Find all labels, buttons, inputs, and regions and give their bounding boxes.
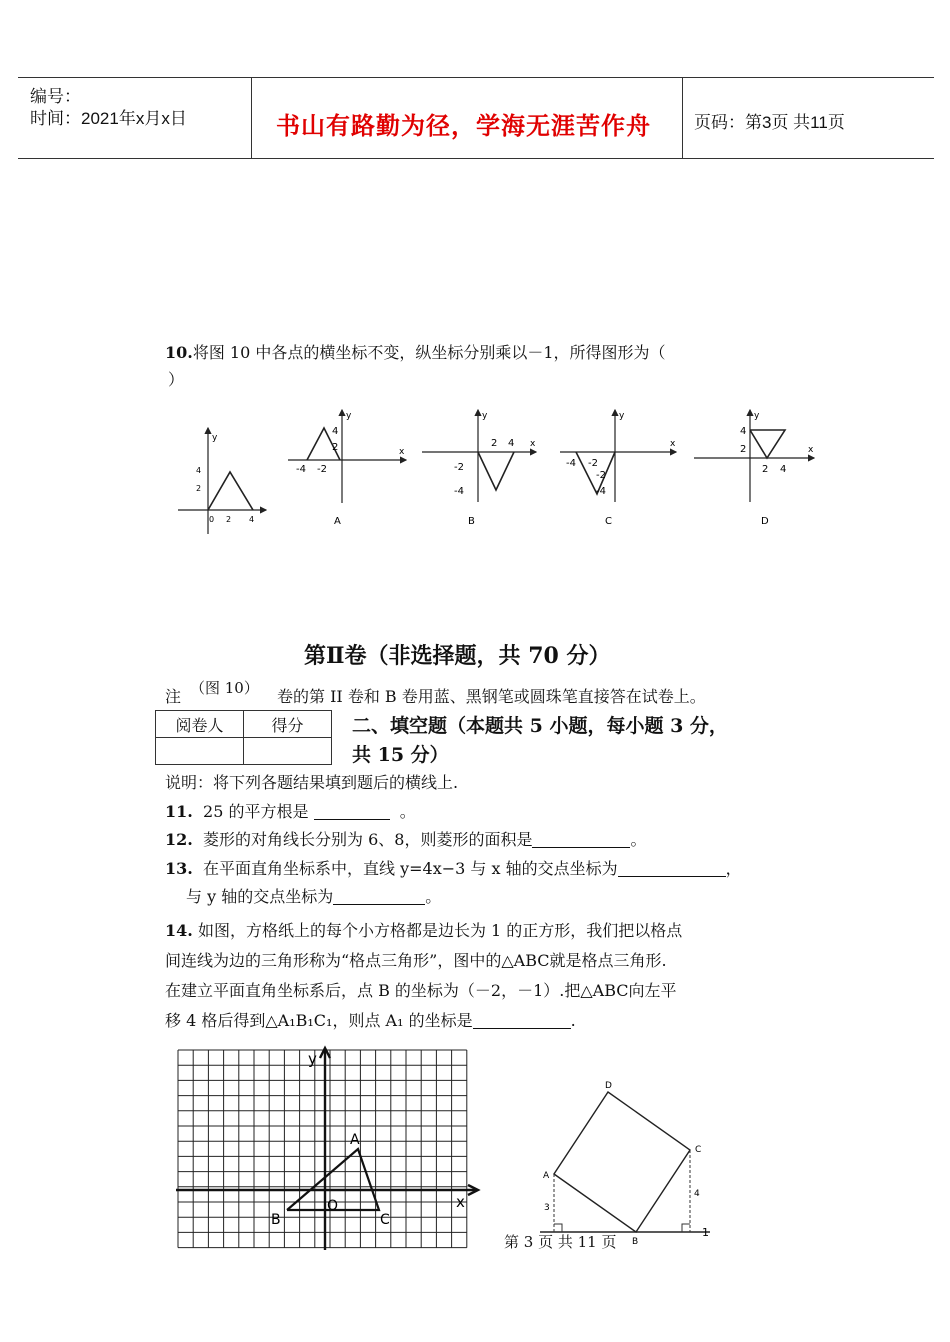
score-table-header: 得分	[244, 711, 332, 738]
question-12	[165, 829, 646, 851]
b-tick: 2	[491, 438, 498, 449]
score-table-cell[interactable]	[244, 738, 332, 765]
question-tail: 。	[425, 887, 442, 906]
grid-lines	[178, 1050, 467, 1248]
b-tick: -4	[454, 486, 464, 497]
question-13	[165, 858, 742, 880]
option-b-graph	[422, 410, 536, 502]
orig-tick: 2	[226, 515, 232, 524]
question-11	[165, 801, 416, 823]
orig-tick: 2	[196, 484, 202, 493]
a-x-label: x	[399, 447, 405, 457]
header-divider	[251, 78, 252, 158]
d-x-label: x	[808, 445, 814, 455]
option-c-label: C	[605, 516, 612, 527]
score-table-header: 阅卷人	[156, 711, 244, 738]
answer-blank[interactable]	[532, 831, 630, 848]
header-page: 页码：第3页 共11页	[694, 113, 845, 132]
c-tick: -4	[566, 458, 576, 469]
option-c-graph	[560, 410, 676, 502]
section-title-line2: 共 15 分）	[352, 744, 449, 766]
question-number: 10.	[165, 343, 193, 362]
question-number: 13.	[165, 859, 193, 878]
right-height-label: 4	[694, 1189, 700, 1199]
grid-origin-label: O	[327, 1198, 339, 1214]
question-number: 14.	[165, 921, 193, 940]
header-divider	[682, 78, 683, 158]
question-text: 如图，方格纸上的每个小方格都是边长为 1 的正方形，我们把以格点	[197, 921, 683, 940]
d-tick: 2	[740, 444, 747, 455]
a-tick: 4	[332, 426, 339, 437]
b-tick: 4	[508, 438, 515, 449]
instruction: 说明：将下列各题结果填到题后的横线上.	[165, 773, 459, 792]
part2-title: 第Ⅱ卷（非选择题，共 70 分）	[304, 643, 611, 669]
point-a-label: A	[350, 1132, 360, 1148]
grid-x-label: x	[456, 1193, 465, 1211]
a-y-label: y	[346, 411, 352, 421]
figure-10-caption: （图 10）	[190, 679, 259, 697]
question-10-close: ）	[168, 370, 185, 389]
a-tick: 2	[332, 442, 339, 453]
answer-blank[interactable]	[333, 888, 425, 905]
grid-y-label: y	[308, 1050, 317, 1068]
a-tick: -4	[296, 464, 306, 475]
orig-tick: 4	[196, 466, 202, 475]
question-10	[165, 342, 666, 364]
answer-blank[interactable]	[473, 1012, 571, 1029]
d-tick: 2	[762, 464, 769, 475]
c-tick: -2	[596, 470, 606, 481]
question-text: 与 y 轴的交点坐标为	[186, 887, 334, 906]
question-tail: 。	[630, 830, 647, 849]
d-y-label: y	[754, 411, 760, 421]
point-c-label: C	[380, 1212, 390, 1228]
page-header	[18, 77, 934, 159]
d-tick: 4	[780, 464, 787, 475]
square-figure	[530, 1078, 720, 1248]
b-tick: -2	[454, 462, 464, 473]
b-y-label: y	[482, 411, 488, 421]
orig-tick: 0	[209, 515, 215, 524]
question-text: 将图 10 中各点的横坐标不变，纵坐标分别乘以－1，所得图形为（	[192, 343, 666, 362]
c-y-label: y	[619, 411, 625, 421]
a-tick: -2	[317, 464, 327, 475]
figure-10	[160, 398, 830, 540]
orig-y-label: y	[212, 433, 218, 443]
answer-blank[interactable]	[618, 860, 726, 877]
c-x-label: x	[670, 439, 676, 449]
score-table	[155, 710, 332, 765]
score-table-cell[interactable]	[156, 738, 244, 765]
section-title-line1: 二、填空题（本题共 5 小题，每小题 3 分，	[352, 715, 728, 737]
question-text: 间连线为边的三角形称为“格点三角形”，图中的△ABC就是格点三角形.	[165, 951, 667, 970]
grid-axes	[176, 1048, 478, 1250]
square-vertex-a: A	[543, 1171, 550, 1181]
left-height-label: 3	[544, 1203, 550, 1213]
header-number: 编号：	[30, 87, 81, 106]
question-tail: 。	[399, 802, 416, 821]
question-text: 在平面直角坐标系中，直线 y=4x−3 与 x 轴的交点坐标为	[203, 859, 618, 878]
header-time: 时间：2021年x月x日	[30, 109, 187, 128]
page-footer: 第 3 页 共 11 页	[504, 1233, 617, 1251]
square-vertex-d: D	[605, 1081, 612, 1091]
orig-tick: 4	[249, 515, 255, 524]
question-tail: ，	[725, 859, 742, 878]
question-number: 11.	[165, 802, 193, 821]
option-a-graph	[288, 410, 406, 503]
option-a-label: A	[334, 516, 341, 527]
point-b-label: B	[271, 1212, 281, 1228]
c-tick: -2	[588, 458, 598, 469]
option-d-label: D	[761, 516, 769, 527]
question-text: 在建立平面直角坐标系后，点 B 的坐标为（－2，－1）.把△ABC向左平	[165, 981, 677, 1000]
question-text: 菱形的对角线长分别为 6、8，则菱形的面积是	[203, 830, 533, 849]
option-d-graph	[694, 410, 814, 502]
question-14	[165, 916, 682, 1036]
square-vertex-b: B	[632, 1237, 639, 1247]
note-prefix: 注	[165, 687, 182, 706]
question-13-line2	[186, 886, 441, 908]
base-label: 1	[702, 1226, 709, 1239]
question-text: 25 的平方根是	[203, 802, 309, 821]
question-text: 移 4 格后得到△A₁B₁C₁，则点 A₁ 的坐标是	[165, 1011, 473, 1030]
b-x-label: x	[530, 439, 536, 449]
c-tick: -4	[596, 486, 606, 497]
answer-blank[interactable]	[314, 803, 390, 820]
option-b-label: B	[468, 516, 475, 527]
square-vertex-c: C	[695, 1145, 702, 1155]
question-tail: .	[570, 1011, 576, 1030]
grid-figure	[170, 1044, 490, 1256]
question-number: 12.	[165, 830, 193, 849]
d-tick: 4	[740, 426, 747, 437]
header-motto: 书山有路勤为径，学海无涯苦作舟	[276, 113, 651, 140]
note-text: 卷的第 II 卷和 B 卷用蓝、黑钢笔或圆珠笔直接答在试卷上。	[277, 687, 706, 706]
